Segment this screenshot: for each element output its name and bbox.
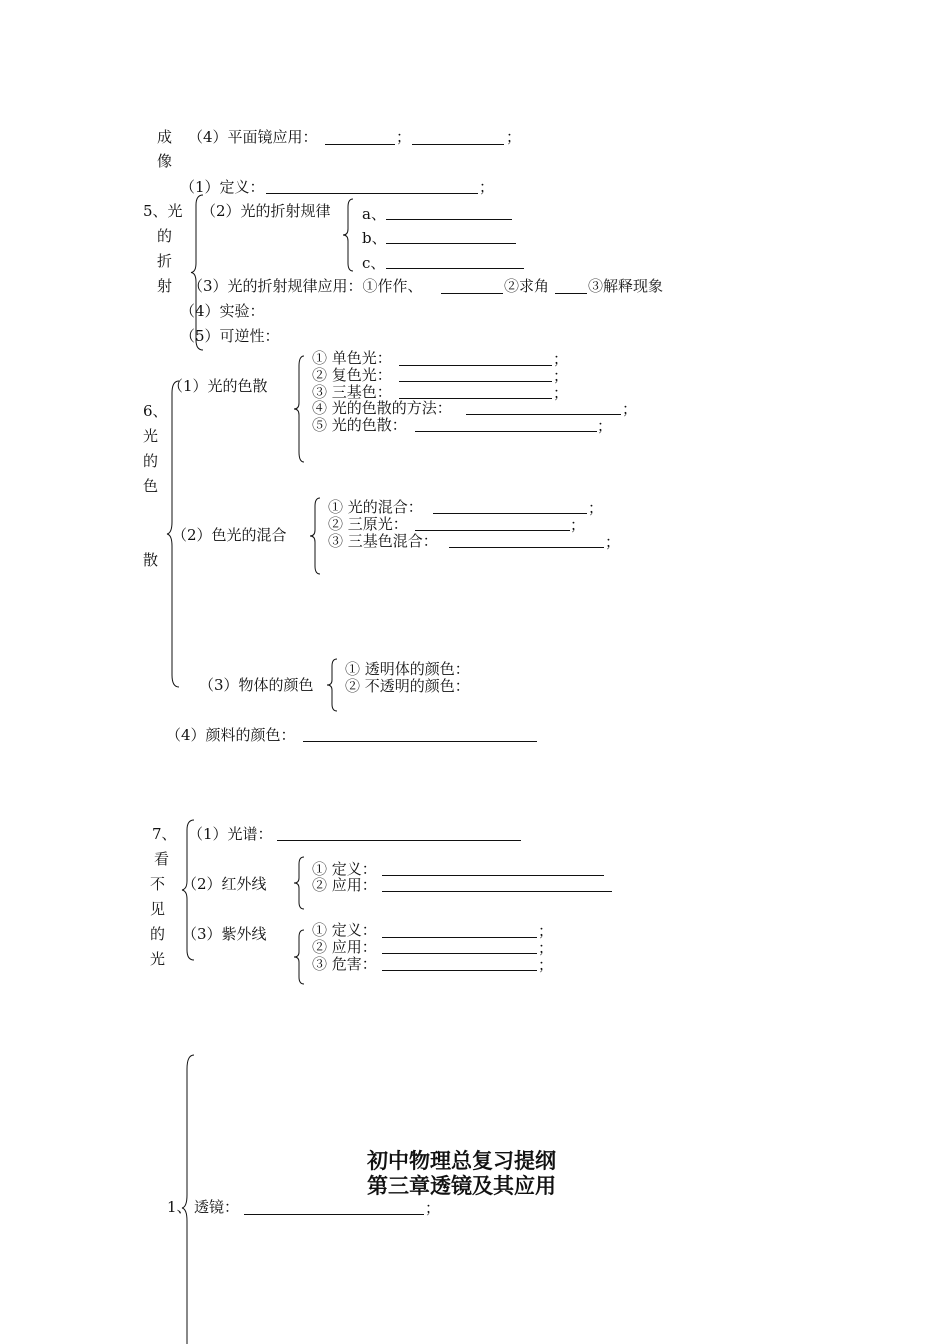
light-mixing-blank[interactable]	[433, 513, 587, 514]
ultraviolet-brace-icon	[294, 930, 306, 984]
law-item-a-blank[interactable]	[386, 219, 512, 220]
color-mixing-label: （2）色光的混合	[172, 526, 287, 544]
light-dispersion-label: ⑤ 光的色散：	[312, 416, 407, 434]
separator: ；	[553, 367, 569, 385]
separator: ；	[597, 417, 613, 435]
separator: ；	[425, 1199, 441, 1217]
object-color-label: （3）物体的颜色	[199, 676, 314, 694]
section5-title-line4: 射	[157, 277, 173, 295]
refraction-application-label-2: ②求角	[504, 277, 550, 295]
mirror-application-blank-2[interactable]	[412, 144, 504, 145]
law-item-a: a、	[362, 205, 386, 223]
three-primary-colors-label: ③ 三基色：	[312, 383, 392, 401]
refraction-application-blank-2[interactable]	[555, 293, 587, 294]
monochromatic-light-label: ① 单色光：	[312, 349, 392, 367]
section7-title-line4: 见	[150, 900, 166, 918]
transparent-color-label: ① 透明体的颜色：	[345, 660, 470, 678]
separator: ；	[479, 178, 495, 196]
lens-label: 透镜：	[194, 1198, 240, 1216]
dispersion-method-blank[interactable]	[466, 414, 621, 415]
law-item-c-blank[interactable]	[386, 268, 524, 269]
separator: ；	[570, 516, 586, 534]
section7-title-line1: 7、	[152, 825, 177, 843]
ultraviolet-hazard-blank[interactable]	[382, 970, 537, 971]
ultraviolet-application-label: ② 应用：	[312, 938, 377, 956]
separator: ；	[553, 384, 569, 402]
infrared-label: （2）红外线	[182, 875, 267, 893]
light-dispersion-blank[interactable]	[415, 431, 597, 432]
three-primary-lights-blank[interactable]	[415, 530, 570, 531]
mirror-application-blank-1[interactable]	[325, 144, 395, 145]
separator: ；	[506, 128, 522, 146]
refraction-law-label: （2）光的折射规律	[201, 202, 331, 220]
ultraviolet-definition-label: ① 定义：	[312, 921, 377, 939]
section5-title-line3: 折	[157, 252, 173, 270]
lens-blank[interactable]	[244, 1214, 424, 1215]
page-heading-line1: 初中物理总复习提纲	[367, 1149, 556, 1173]
dispersion-brace-icon	[294, 356, 306, 462]
pigment-color-blank[interactable]	[303, 741, 537, 742]
spectrum-label: （1）光谱：	[188, 825, 273, 843]
chapter3-item-number: 1、	[167, 1198, 192, 1216]
page-heading-line2: 第三章透镜及其应用	[367, 1174, 556, 1198]
separator: ；	[605, 533, 621, 551]
refraction-application-blank-1[interactable]	[441, 293, 503, 294]
separator: ；	[622, 400, 638, 418]
separator: ；	[538, 939, 554, 957]
spectrum-blank[interactable]	[277, 840, 521, 841]
law-item-b: b、	[362, 229, 387, 247]
light-mixing-label: ① 光的混合：	[328, 498, 423, 516]
section5-title-line1: 5、光	[143, 202, 183, 220]
color-mixing-brace-icon	[310, 498, 322, 574]
polychromatic-light-label: ② 复色光：	[312, 366, 392, 384]
section5-title-line2: 的	[157, 227, 173, 245]
infrared-definition-blank[interactable]	[382, 875, 604, 876]
three-primary-lights-label: ② 三原光：	[328, 515, 408, 533]
section4-char-cheng: 成	[157, 128, 173, 146]
dispersion-label: （1）光的色散	[168, 377, 268, 395]
section6-title-line5: 散	[143, 551, 159, 569]
pigment-color-label: （4）颜料的颜色：	[166, 726, 296, 744]
ultraviolet-label: （3）紫外线	[182, 925, 267, 943]
refraction-application-label: （3）光的折射规律应用：①作作、	[188, 277, 423, 295]
separator: ；	[553, 350, 569, 368]
section6-title-line3: 的	[143, 452, 159, 470]
separator: ；	[396, 128, 412, 146]
law-item-b-blank[interactable]	[386, 243, 516, 244]
ultraviolet-definition-blank[interactable]	[382, 937, 537, 938]
ultraviolet-hazard-label: ③ 危害：	[312, 955, 377, 973]
separator: ；	[538, 922, 554, 940]
polychromatic-light-blank[interactable]	[399, 381, 552, 382]
mirror-application-label: （4）平面镜应用：	[188, 128, 318, 146]
monochromatic-light-blank[interactable]	[399, 365, 552, 366]
section6-title-line1: 6、	[143, 402, 168, 420]
section4-char-xiang: 像	[157, 152, 173, 170]
separator: ；	[588, 499, 604, 517]
refraction-definition-label: （1）定义：	[180, 178, 265, 196]
ultraviolet-application-blank[interactable]	[382, 953, 537, 954]
section6-title-line4: 色	[143, 477, 159, 495]
separator: ；	[538, 956, 554, 974]
dispersion-method-label: ④ 光的色散的方法：	[312, 399, 452, 417]
refraction-reversibility-label: （5）可逆性：	[180, 327, 280, 345]
refraction-experiment-label: （4）实验：	[180, 302, 265, 320]
refraction-application-label-3: ③解释现象	[588, 277, 664, 295]
infrared-application-label: ② 应用：	[312, 876, 377, 894]
refraction-law-brace-icon	[343, 199, 355, 271]
opaque-color-label: ② 不透明的颜色：	[345, 677, 470, 695]
infrared-brace-icon	[294, 857, 306, 909]
section6-title-line2: 光	[143, 427, 159, 445]
object-color-brace-icon	[327, 659, 339, 711]
infrared-definition-label: ① 定义：	[312, 860, 377, 878]
primary-color-mixing-label: ③ 三基色混合：	[328, 532, 438, 550]
primary-color-mixing-blank[interactable]	[449, 547, 604, 548]
section7-title-line3: 不	[150, 875, 166, 893]
section7-title-line2: 看	[154, 850, 170, 868]
section7-title-line6: 光	[150, 950, 166, 968]
infrared-application-blank[interactable]	[382, 891, 612, 892]
section7-title-line5: 的	[150, 925, 166, 943]
law-item-c: c、	[362, 254, 386, 272]
refraction-definition-blank[interactable]	[266, 193, 478, 194]
